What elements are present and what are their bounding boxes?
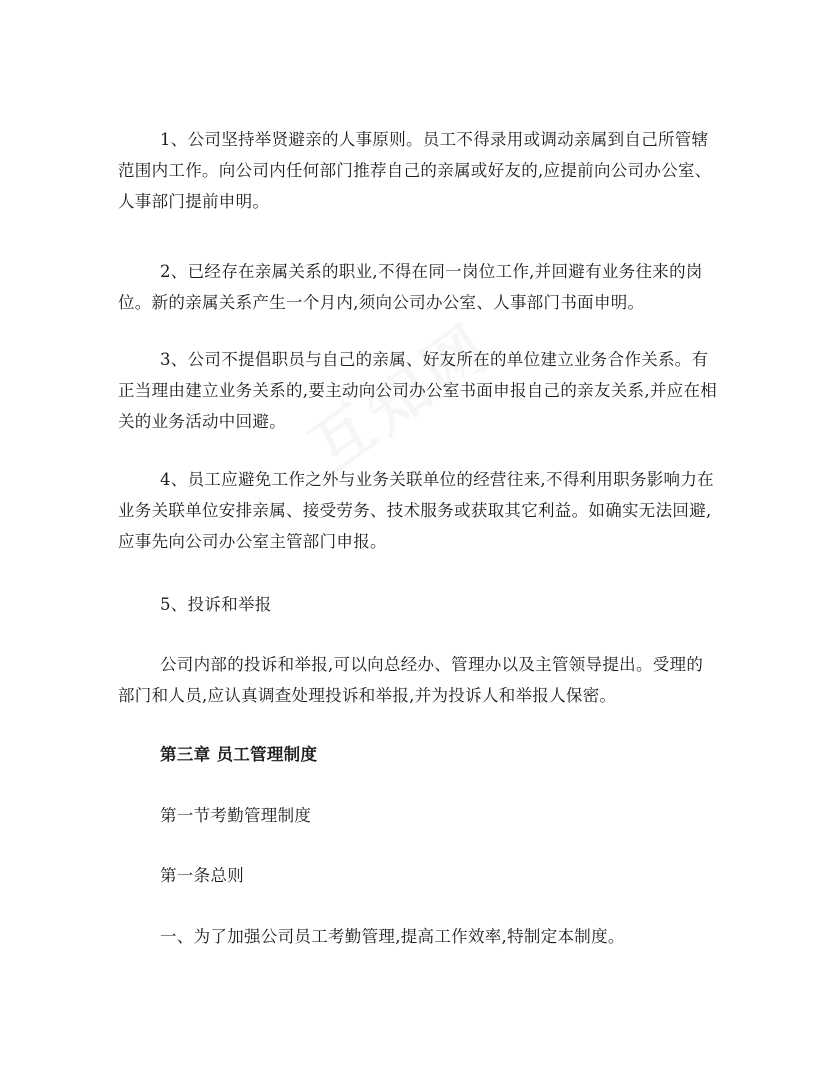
chapter-heading: 第三章 员工管理制度 xyxy=(160,745,318,764)
paragraph-2: 2、已经存在亲属关系的职业,不得在同一岗位工作,并回避有业务往来的岗位。新的亲属关系产生一个月内,须向公司办公室、人事部门书面申明。 xyxy=(118,262,703,312)
paragraph-3: 3、公司不提倡职员与自己的亲属、好友所在的单位建立业务合作关系。有正当理由建立业务关系的,要主动向公司办公室书面申报自己的亲友关系,并应在相关的业务活动中回避。 xyxy=(118,350,718,431)
paragraph-4: 4、员工应避免工作之外与业务关联单位的经营往来,不得利用职务影响力在业务关联单位安排亲属、接受劳务、技术服务或获取其它利益。如确实无法回避,应事先向公司办公室主管部门申报。 xyxy=(118,470,714,551)
paragraph-6: 公司内部的投诉和举报,可以向总经办、管理办以及主管领导提出。受理的部门和人员,应认真调查处理投诉和举报,并为投诉人和举报人保密。 xyxy=(118,655,704,705)
paragraph-article-1: 一、为了加强公司员工考勤管理,提高工作效率,特制定本制度。 xyxy=(160,927,625,946)
paragraph-5-heading: 5、投诉和举报 xyxy=(160,595,272,614)
section-heading: 第一节考勤管理制度 xyxy=(160,806,312,825)
article-heading: 第一条总则 xyxy=(160,866,244,885)
paragraph-1: 1、公司坚持举贤避亲的人事原则。员工不得录用或调动亲属到自己所管辖范围内工作。向公司内任何部门推荐自己的亲属或好友的,应提前向公司办公室、人事部门提前申明。 xyxy=(118,130,712,211)
